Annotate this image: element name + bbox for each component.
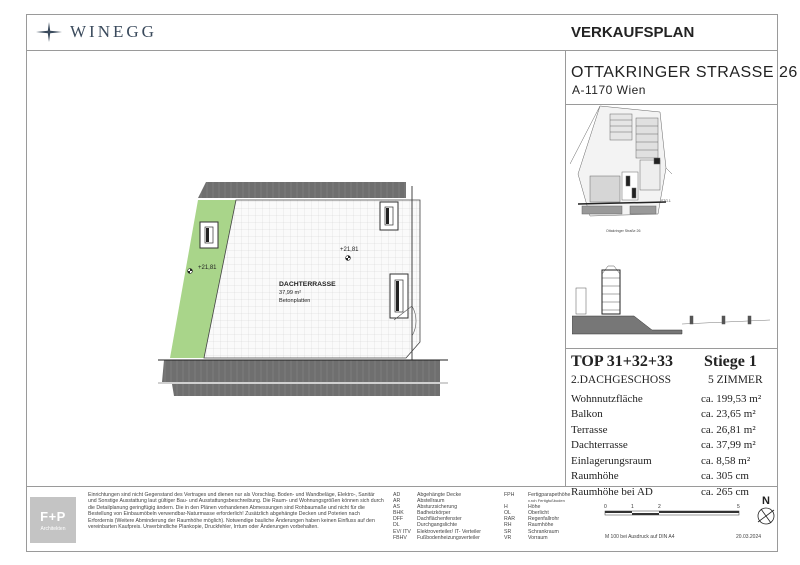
level-marker-icon: [188, 269, 193, 274]
legend-item: FPH Fertigparapethöhe: [504, 492, 571, 498]
spec-row: [571, 453, 769, 469]
svg-text:0: 0: [604, 504, 607, 510]
roof-edge-bottom: [162, 360, 440, 382]
unit-stiege: Stiege 1: [704, 353, 757, 370]
legend-item: EV/ ITV Elektroverteiler/ IT- Verteiler: [393, 528, 481, 535]
spec-row: [571, 484, 769, 500]
spec-row: [571, 469, 769, 485]
architect-logo-sub: Architekten: [40, 525, 66, 532]
spec-row: [571, 407, 769, 423]
level-label-1: +21,81: [198, 265, 217, 271]
svg-text:2: 2: [658, 504, 661, 510]
roof-edge-top: [198, 182, 406, 198]
legend-item: DL Durchgangslichte: [393, 522, 458, 529]
legend-item: AS Absturzsicherung: [393, 504, 458, 511]
header-divider: [26, 50, 778, 51]
unit-floor: 2.DACHGESCHOSS: [571, 374, 672, 386]
unit-rooms: 5 ZIMMER: [708, 374, 763, 386]
spec-value: ca. 23,65 m²: [701, 408, 756, 421]
level-marker-icon: [346, 256, 351, 261]
legend-item: FBHV Fußbodenheizungsverteiler: [393, 534, 480, 541]
legend-item: AR Abstellraum: [393, 498, 445, 505]
legend-item: DFF Dachflächenfenster: [393, 516, 462, 523]
spec-value: ca. 37,99 m²: [701, 439, 756, 452]
section-drawing: [572, 264, 770, 344]
spec-row: [571, 438, 769, 454]
legend-item: RAR Regenfallrohr: [504, 516, 560, 523]
spec-label: Einlagerungsraum: [571, 454, 652, 467]
unit-top: TOP 31+32+33: [571, 353, 673, 370]
north-label: N: [762, 495, 770, 507]
spec-value: ca. 26,81 m²: [701, 423, 756, 436]
svg-text:5: 5: [737, 504, 740, 510]
disclaimer-text: Einrichtungen sind nicht Gegenstand des Vertrages und dienen nur als Vorschlag. Boden- und Wandbeläge, Elektro-, Sanitär und Sonstige Ausstattung laut gültiger Bau- und Ausstattungsbeschreibung. Die Raum- und Wohnungsgrößen können sich durch die Detailplanung geringfügig ändern. Die in den Plänen vorhandenen Abmessungen sind Rohbaumaße und nicht für die Bestellung von Einbaumöbeln verwendbar-Naturmasse erforderlich! Zusätzlich abgehängte Decken und Poterien nach Erfordernis (Weitere Abminderung der Raumhöhe möglich). Notwendige bauliche Änderungen haben keinen Einfluss auf den vereinbarten Kaufpreis. Unverbindliche Plankopie, Druckfehler, Irrtum oder Änderungen vorbehalten.: [88, 492, 384, 531]
floor-plan: [150, 180, 450, 402]
page-title: VERKAUFSPLAN: [571, 24, 695, 41]
spec-row: [571, 422, 769, 438]
spec-label: Raumhöhe: [571, 470, 619, 483]
spec-label: Balkon: [571, 408, 603, 421]
spec-value: ca. 265 cm: [701, 485, 749, 498]
area-surface: Betonplatten: [279, 298, 311, 304]
architect-logo: [30, 497, 76, 543]
legend-item: v.roh Fertigfußboden: [528, 498, 565, 504]
level-label-2: +21,81: [340, 247, 359, 253]
spec-label: Raumhöhe bei AD: [571, 485, 653, 498]
legend-item: H Höhe: [504, 504, 541, 511]
stair-label: STG.1: [661, 199, 671, 203]
sidebar-divider: [565, 50, 566, 486]
site-plan: [570, 104, 672, 236]
address-city: A-1170 Wien: [572, 83, 646, 97]
area-specs: [571, 391, 769, 500]
legend-item: RH Raumhöhe: [504, 522, 554, 529]
spec-label: Terrasse: [571, 423, 608, 436]
winegg-logo: [36, 22, 157, 42]
skylight-2: [380, 202, 398, 230]
area-size: 37,99 m²: [279, 290, 302, 296]
spec-value: ca. 199,53 m²: [701, 392, 762, 405]
spec-value: ca. 305 cm: [701, 470, 749, 483]
section-divider: [565, 348, 778, 349]
plan-date: 20.03.2024: [736, 534, 762, 540]
legend-column-2: [504, 492, 584, 541]
logo-text: WINEGG: [70, 22, 157, 41]
architect-logo-text: F+P: [40, 508, 66, 524]
legend-item: OL Oberlicht: [504, 510, 549, 517]
legend-item: VR Vorraum: [504, 534, 548, 541]
scale-bar: [600, 500, 750, 522]
legend-item: SR Schrankraum: [504, 528, 559, 535]
compass-star-icon: [36, 22, 62, 42]
address-street: OTTAKRINGER STRASSE 26: [571, 64, 798, 81]
scale-note: M 100 bei Ausdruck auf DIN A4: [605, 534, 675, 540]
svg-text:1: 1: [631, 504, 634, 510]
spec-value: ca. 8,58 m²: [701, 454, 751, 467]
spec-label: Dachterrasse: [571, 439, 628, 452]
skylight-1: [200, 222, 218, 248]
spec-row: [571, 391, 769, 407]
spec-label: Wohnnutzfläche: [571, 392, 643, 405]
north-arrow-icon: [754, 494, 778, 528]
legend-column-1: [393, 492, 513, 541]
street-label: Ottakringer Straße 26: [606, 229, 641, 233]
area-name: DACHTERRASSE: [279, 281, 336, 288]
legend-item: AD Abgehängte Decke: [393, 492, 462, 498]
legend-item: BHK Badheizkörper: [393, 510, 451, 517]
